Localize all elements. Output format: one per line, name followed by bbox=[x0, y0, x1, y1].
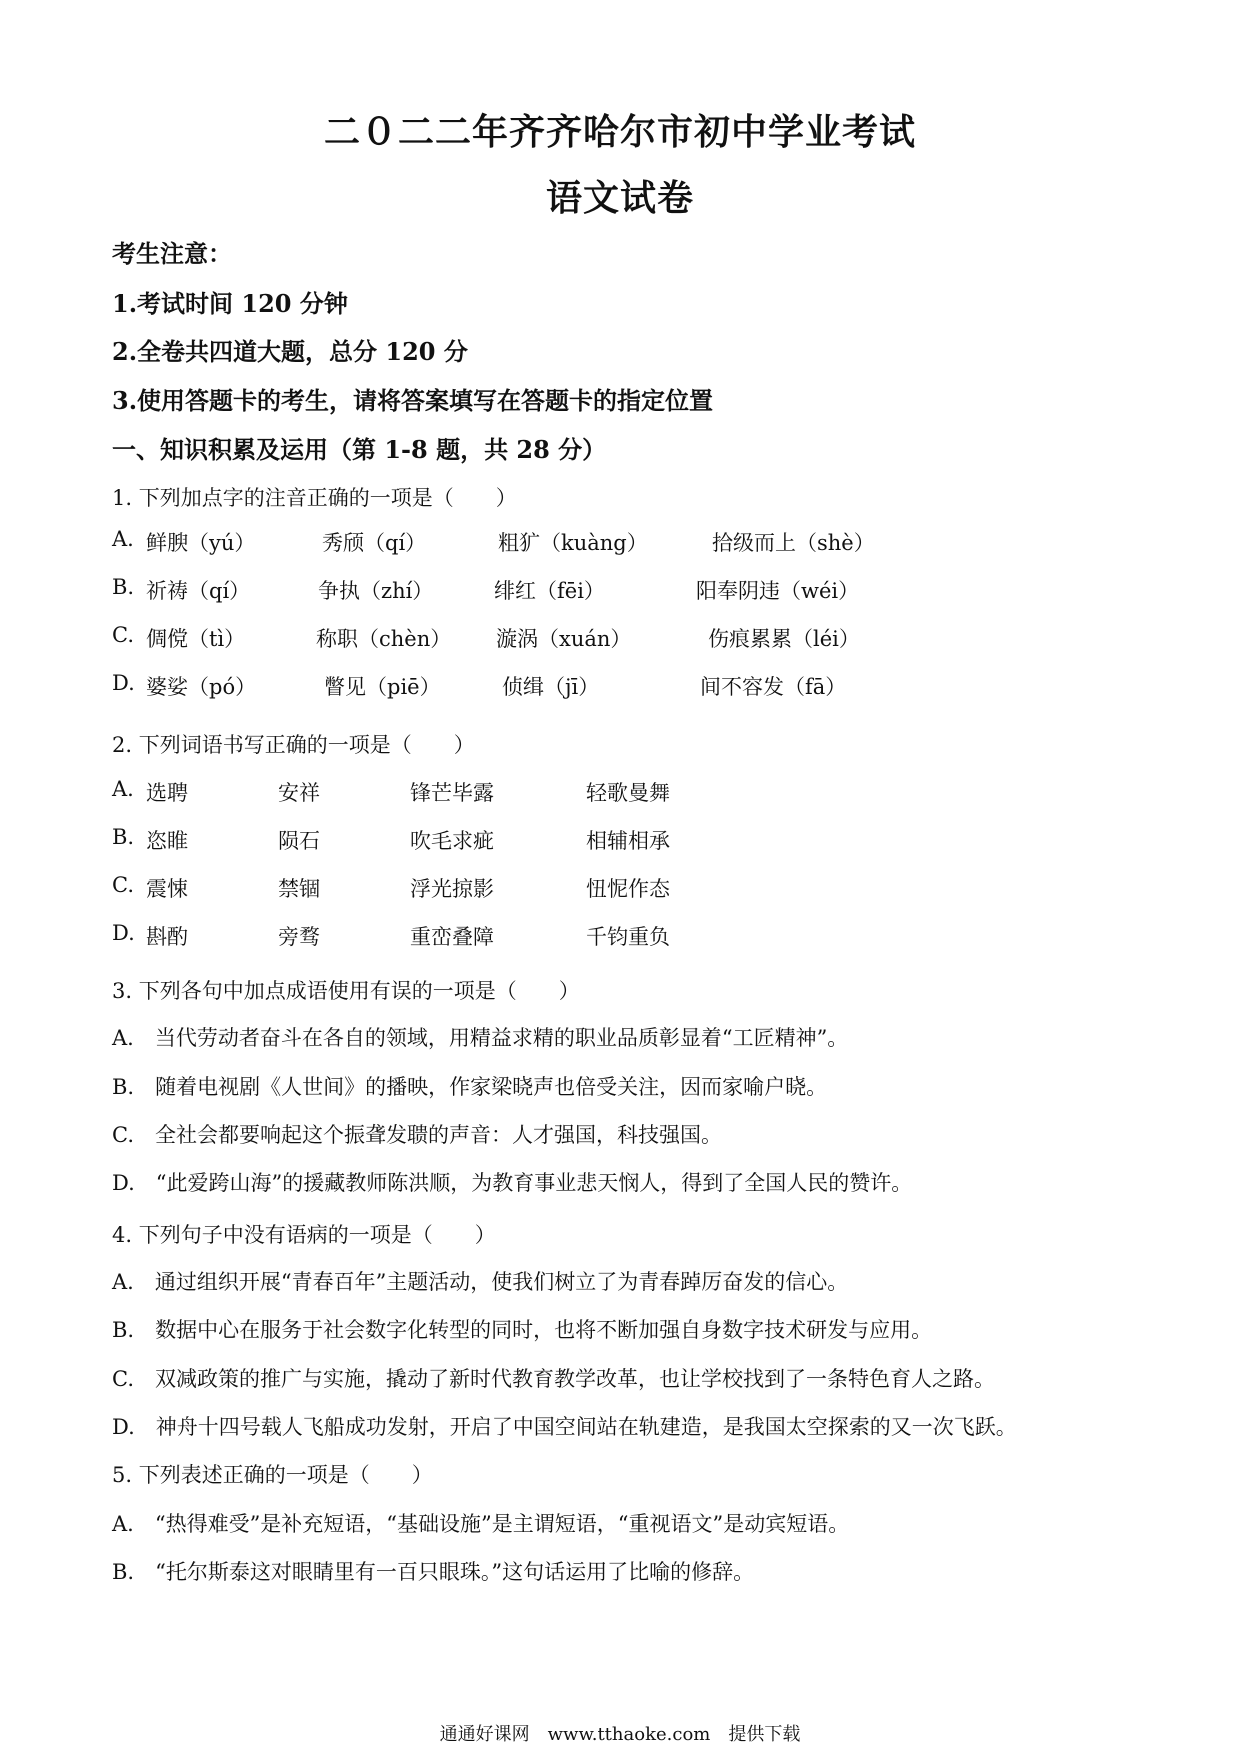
option-word: 安祥 bbox=[278, 781, 320, 805]
option-letter: C. bbox=[112, 873, 134, 897]
question-5-option: A. “热得难受”是补充短语，“基础设施”是主谓短语，“重视语文”是动宾短语。 bbox=[112, 1512, 850, 1536]
option-word: 恣睢 bbox=[146, 829, 188, 853]
option-word: 陨石 bbox=[278, 829, 320, 853]
question-2-option-row bbox=[112, 825, 1152, 855]
question-5-stem: 5. 下列表述正确的一项是（ ） bbox=[112, 1463, 433, 1487]
question-1-option-row bbox=[112, 527, 1152, 557]
exam-subtitle: 语文试卷 bbox=[545, 177, 694, 219]
option-word: 鲜腴（yú） bbox=[146, 531, 256, 555]
question-3-option: A. 当代劳动者奋斗在各自的领域，用精益求精的职业品质彰显着“工匠精神”。 bbox=[112, 1026, 849, 1050]
question-4-option: D. 神舟十四号载人飞船成功发射，开启了中国空间站在轨建造，是我国太空探索的又一次飞跃。 bbox=[112, 1415, 1017, 1439]
question-2-option-row bbox=[112, 873, 1152, 903]
option-letter: A. bbox=[112, 777, 134, 801]
option-word: 忸怩作态 bbox=[586, 877, 670, 901]
question-3-stem: 3. 下列各句中加点成语使用有误的一项是（ ） bbox=[112, 979, 580, 1003]
option-word: 婆娑（pó） bbox=[146, 675, 257, 699]
option-letter: B. bbox=[112, 825, 135, 849]
question-1-option-row bbox=[112, 623, 1152, 653]
option-letter: B. bbox=[112, 575, 135, 599]
question-5-option: B. “托尔斯泰这对眼睛里有一百只眼珠。”这句话运用了比喻的修辞。 bbox=[112, 1560, 755, 1584]
notice-item: 1.考试时间 120 分钟 bbox=[112, 289, 348, 318]
option-word: 相辅相承 bbox=[586, 829, 670, 853]
option-letter: D. bbox=[112, 671, 135, 695]
option-word: 千钧重负 bbox=[586, 925, 670, 949]
question-1-option-row bbox=[112, 671, 1152, 701]
question-3-option: D. “此爱跨山海”的援藏教师陈洪顺，为教育事业悲天悯人，得到了全国人民的赞许。 bbox=[112, 1171, 913, 1195]
question-3-option: B. 随着电视剧《人世间》的播映，作家梁晓声也倍受关注，因而家喻户晓。 bbox=[112, 1075, 828, 1099]
notice-item: 2.全卷共四道大题，总分 120 分 bbox=[112, 337, 468, 366]
option-word: 禁锢 bbox=[278, 877, 320, 901]
notice-item: 3.使用答题卡的考生，请将答案填写在答题卡的指定位置 bbox=[112, 386, 714, 415]
question-3-option: C. 全社会都要响起这个振聋发聩的声音：人才强国，科技强国。 bbox=[112, 1123, 722, 1147]
option-word: 锋芒毕露 bbox=[410, 781, 494, 805]
option-word: 斟酌 bbox=[146, 925, 188, 949]
question-4-stem: 4. 下列句子中没有语病的一项是（ ） bbox=[112, 1223, 496, 1247]
option-word: 称职（chèn） bbox=[316, 627, 452, 651]
notice-heading: 考生注意： bbox=[112, 239, 232, 268]
option-letter: D. bbox=[112, 921, 135, 945]
question-4-option: B. 数据中心在服务于社会数字化转型的同时，也将不断加强自身数字技术研发与应用。 bbox=[112, 1318, 933, 1342]
option-word: 轻歌曼舞 bbox=[586, 781, 670, 805]
option-letter: C. bbox=[112, 623, 134, 647]
section-heading: 一、知识积累及运用（第 1-8 题，共 28 分） bbox=[112, 435, 607, 464]
question-4-option: C. 双减政策的推广与实施，撬动了新时代教育教学改革，也让学校找到了一条特色育人之路。 bbox=[112, 1367, 995, 1391]
option-word: 绯红（fēi） bbox=[494, 579, 605, 603]
option-word: 漩涡（xuán） bbox=[496, 627, 632, 651]
question-1-stem: 1. 下列加点字的注音正确的一项是（ ） bbox=[112, 486, 517, 510]
exam-title: 二０二二年齐齐哈尔市初中学业考试 bbox=[323, 111, 916, 153]
question-2-stem: 2. 下列词语书写正确的一项是（ ） bbox=[112, 733, 475, 757]
option-word: 震悚 bbox=[146, 877, 188, 901]
option-word: 瞥见（piē） bbox=[324, 675, 441, 699]
option-word: 间不容发（fā） bbox=[700, 675, 847, 699]
question-2-option-row bbox=[112, 777, 1152, 807]
option-word: 祈祷（qí） bbox=[146, 579, 251, 603]
option-word: 争执（zhí） bbox=[318, 579, 434, 603]
option-word: 选聘 bbox=[146, 781, 188, 805]
question-4-option: A. 通过组织开展“青春百年”主题活动，使我们树立了为青春踔厉奋发的信心。 bbox=[112, 1270, 849, 1294]
question-2-option-row bbox=[112, 921, 1152, 951]
option-word: 伤痕累累（léi） bbox=[708, 627, 860, 651]
option-word: 阳奉阴违（wéi） bbox=[696, 579, 860, 603]
question-1-option-row bbox=[112, 575, 1152, 605]
option-word: 旁骛 bbox=[278, 925, 320, 949]
option-word: 粗犷（kuàng） bbox=[498, 531, 648, 555]
option-word: 浮光掠影 bbox=[410, 877, 494, 901]
page-footer: 通通好课网 www.tthaoke.com 提供下载 bbox=[439, 1724, 801, 1745]
option-word: 拾级而上（shè） bbox=[712, 531, 875, 555]
option-word: 倜傥（tì） bbox=[146, 627, 246, 651]
option-word: 侦缉（jī） bbox=[502, 675, 600, 699]
option-word: 秀颀（qí） bbox=[322, 531, 427, 555]
option-word: 重峦叠障 bbox=[410, 925, 494, 949]
option-letter: A. bbox=[112, 527, 134, 551]
option-word: 吹毛求疵 bbox=[410, 829, 494, 853]
